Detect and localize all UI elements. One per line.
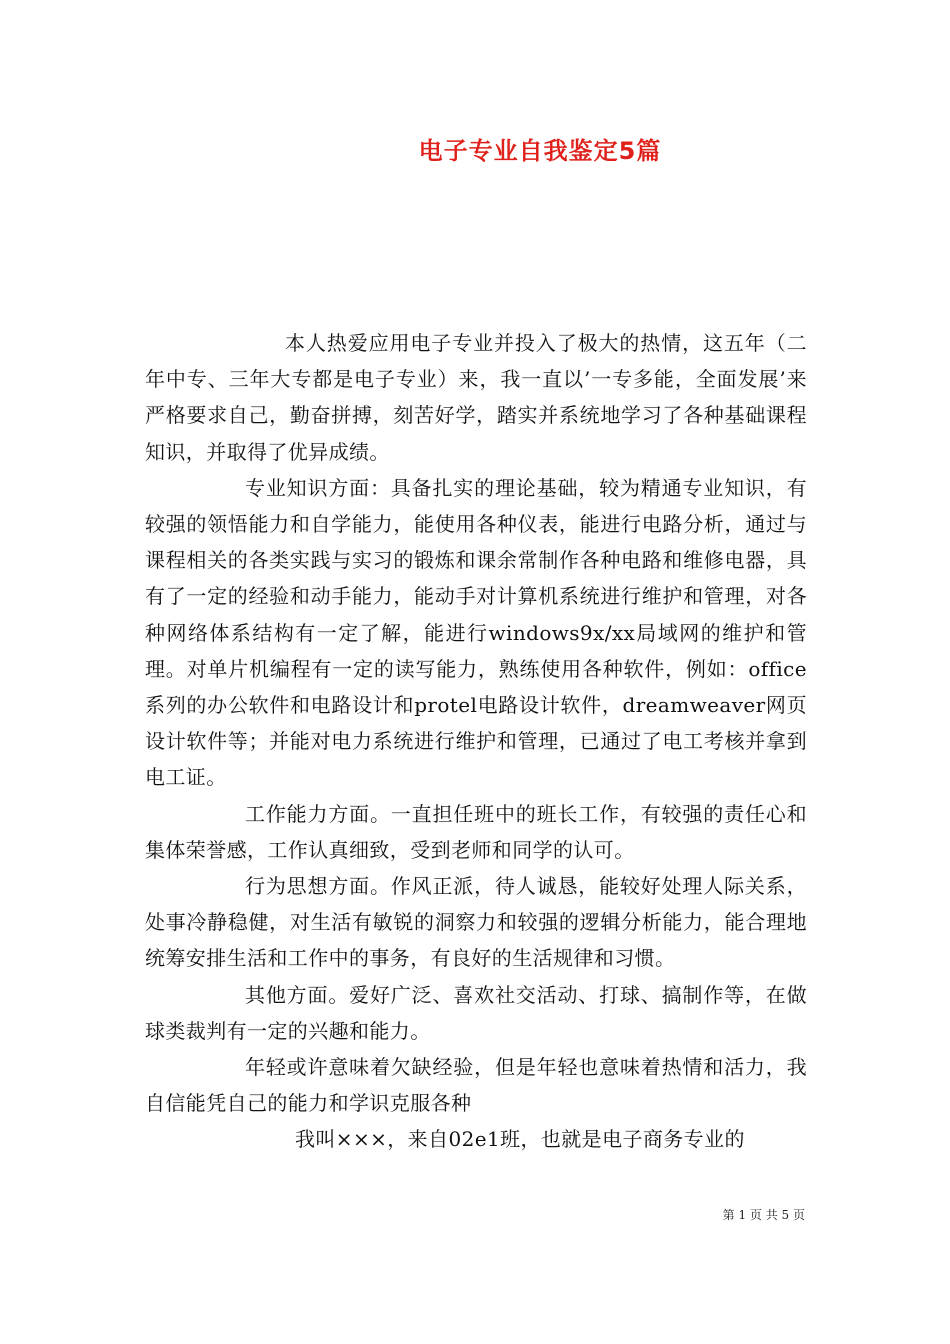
paragraph-youth: 年轻或许意味着欠缺经验，但是年轻也意味着热情和活力，我自信能凭自己的能力和学识克服各种 — [145, 1055, 807, 1116]
document-body — [145, 325, 807, 1158]
paragraph-conduct: 行为思想方面。作风正派，待人诚恳，能较好处理人际关系，处事冷静稳健，对生活有敏锐的洞察力和较强的逻辑分析能力，能合理地统筹安排生活和工作中的事务，有良好的生活规律和习惯。 — [145, 874, 807, 971]
paragraph-other: 其他方面。爱好广泛、喜欢社交活动、打球、搞制作等，在做球类裁判有一定的兴趣和能力。 — [145, 982, 807, 1043]
paragraph-next-essay-start: 我叫×××，来自02e1班，也就是电子商务专业的 — [295, 1127, 745, 1152]
paragraph-professional-knowledge: 专业知识方面：具备扎实的理论基础，较为精通专业知识，有较强的领悟能力和自学能力，能使用各种仪表，能进行电路分析，通过与课程相关的各类实践与实习的锻炼和课余常制作各种电路和维修电器，具有了一定的经验和动手能力，能动手对计算机系统进行维护和管理，对各种网络体系结构有一定了解，能进行windows9x/xx局域网的维护和管理。对单片机编程有一定的读写能力，熟练使用各种软件，例如：office系列的办公软件和电路设计和protel电路设计软件，dreamweaver网页设计软件等；并能对电力系统进行维护和管理，已通过了电工考核并拿到电工证。 — [145, 475, 807, 790]
paragraph-work-ability: 工作能力方面。一直担任班中的班长工作，有较强的责任心和集体荣誉感，工作认真细致，受到老师和同学的认可。 — [145, 801, 807, 862]
paragraph-intro: 本人热爱应用电子专业并投入了极大的热情，这五年（二年中专、三年大专都是电子专业）来，我一直以’一专多能，全面发展’来严格要求自己，勤奋拼搏，刻苦好学，踏实并系统地学习了各种基础课程知识，并取得了优异成绩。 — [145, 331, 807, 464]
document-title: 电子专业自我鉴定5篇 — [418, 137, 662, 165]
page-number: 第 1 页 共 5 页 — [722, 1208, 805, 1222]
